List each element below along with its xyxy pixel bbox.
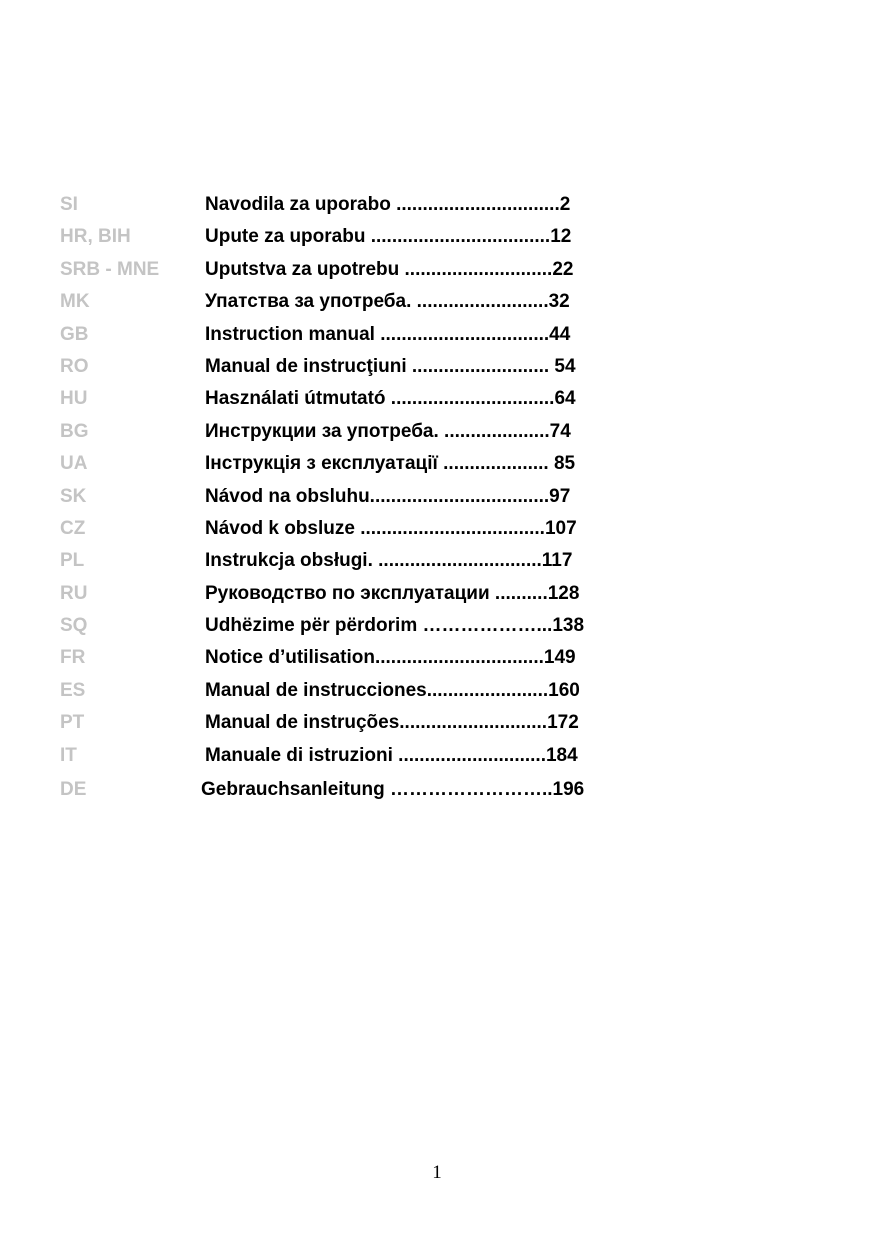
language-code: DE bbox=[60, 779, 87, 801]
toc-row-fr[interactable] bbox=[60, 642, 660, 674]
toc-row-de[interactable] bbox=[60, 774, 660, 806]
language-code: BG bbox=[60, 420, 89, 442]
language-code: SQ bbox=[60, 615, 88, 637]
language-code: UA bbox=[60, 453, 88, 475]
language-code: GB bbox=[60, 323, 89, 345]
toc-row-es[interactable] bbox=[60, 675, 660, 707]
manual-title-with-page[interactable]: Uputstva za upotrebu ............................22 bbox=[205, 258, 574, 280]
manual-title-with-page[interactable]: Használati útmutató ...............................64 bbox=[205, 388, 576, 410]
language-code: SRB - MNE bbox=[60, 258, 160, 280]
language-code: CZ bbox=[60, 517, 86, 539]
manual-title-with-page[interactable]: Návod k obsluze ...................................107 bbox=[205, 517, 577, 539]
manual-title-with-page[interactable]: Návod na obsluhu..................................97 bbox=[205, 485, 571, 507]
language-code: SK bbox=[60, 485, 87, 507]
manual-title-with-page[interactable]: Notice d’utilisation................................149 bbox=[205, 647, 576, 669]
language-code: SI bbox=[60, 194, 78, 215]
manual-title-with-page[interactable]: Instruction manual ................................44 bbox=[205, 323, 571, 345]
toc-row-hr-bih[interactable] bbox=[60, 221, 660, 253]
manual-title-with-page[interactable]: Manual de instrucciones.......................160 bbox=[205, 679, 580, 701]
toc-row-sq[interactable] bbox=[60, 610, 660, 642]
language-code: RO bbox=[60, 355, 89, 377]
language-code: ES bbox=[60, 679, 86, 701]
manual-title-with-page[interactable]: Instrukcja obsługi. ...............................117 bbox=[205, 550, 573, 572]
language-code: IT bbox=[60, 744, 77, 766]
manual-title-with-page[interactable]: Udhëzime për përdorim ………………...138 bbox=[205, 615, 585, 637]
manual-title-with-page[interactable]: Manual de instrucţiuni .......................... 54 bbox=[205, 355, 576, 377]
toc-row-mk[interactable] bbox=[60, 286, 660, 318]
toc-row-pt[interactable] bbox=[60, 707, 660, 739]
language-code: PT bbox=[60, 712, 85, 734]
toc-row-it[interactable] bbox=[60, 740, 660, 772]
toc-row-srb-mne[interactable] bbox=[60, 254, 660, 286]
toc-row-si[interactable] bbox=[60, 189, 660, 221]
language-code: RU bbox=[60, 582, 88, 604]
language-code: FR bbox=[60, 647, 86, 669]
toc-row-hu[interactable] bbox=[60, 383, 660, 415]
manual-title-with-page[interactable]: Gebrauchsanleitung ……………………..196 bbox=[201, 779, 585, 801]
language-code: PL bbox=[60, 550, 85, 572]
toc-row-sk[interactable] bbox=[60, 481, 660, 513]
toc-row-ua[interactable] bbox=[60, 448, 660, 480]
manual-title-with-page[interactable]: Manual de instruções............................172 bbox=[205, 712, 579, 734]
toc-row-ro[interactable] bbox=[60, 351, 660, 383]
language-code: HR, BIH bbox=[60, 226, 131, 248]
manual-title-with-page[interactable]: Upute za uporabu ..................................12 bbox=[205, 226, 572, 248]
language-code: MK bbox=[60, 291, 90, 313]
page-number: 1 bbox=[432, 1162, 442, 1183]
manual-title-with-page[interactable]: Инструкции за употреба. ....................74 bbox=[205, 420, 571, 442]
table-of-contents bbox=[60, 189, 660, 806]
toc-row-bg[interactable] bbox=[60, 416, 660, 448]
toc-row-pl[interactable] bbox=[60, 545, 660, 577]
toc-row-cz[interactable] bbox=[60, 513, 660, 545]
manual-title-with-page[interactable]: Navodila za uporabo ...............................2 bbox=[205, 194, 571, 215]
manual-title-with-page[interactable]: Manuale di istruzioni ............................184 bbox=[205, 744, 578, 766]
toc-row-ru[interactable] bbox=[60, 578, 660, 610]
toc-row-gb[interactable] bbox=[60, 319, 660, 351]
manual-title-with-page[interactable]: Упатства за употреба. .........................32 bbox=[205, 291, 570, 313]
manual-title-with-page[interactable]: Руководство по эксплуатации ..........128 bbox=[205, 582, 580, 604]
manual-title-with-page[interactable]: Інструкція з експлуатації .................... 85 bbox=[205, 453, 576, 475]
language-code: HU bbox=[60, 388, 88, 410]
